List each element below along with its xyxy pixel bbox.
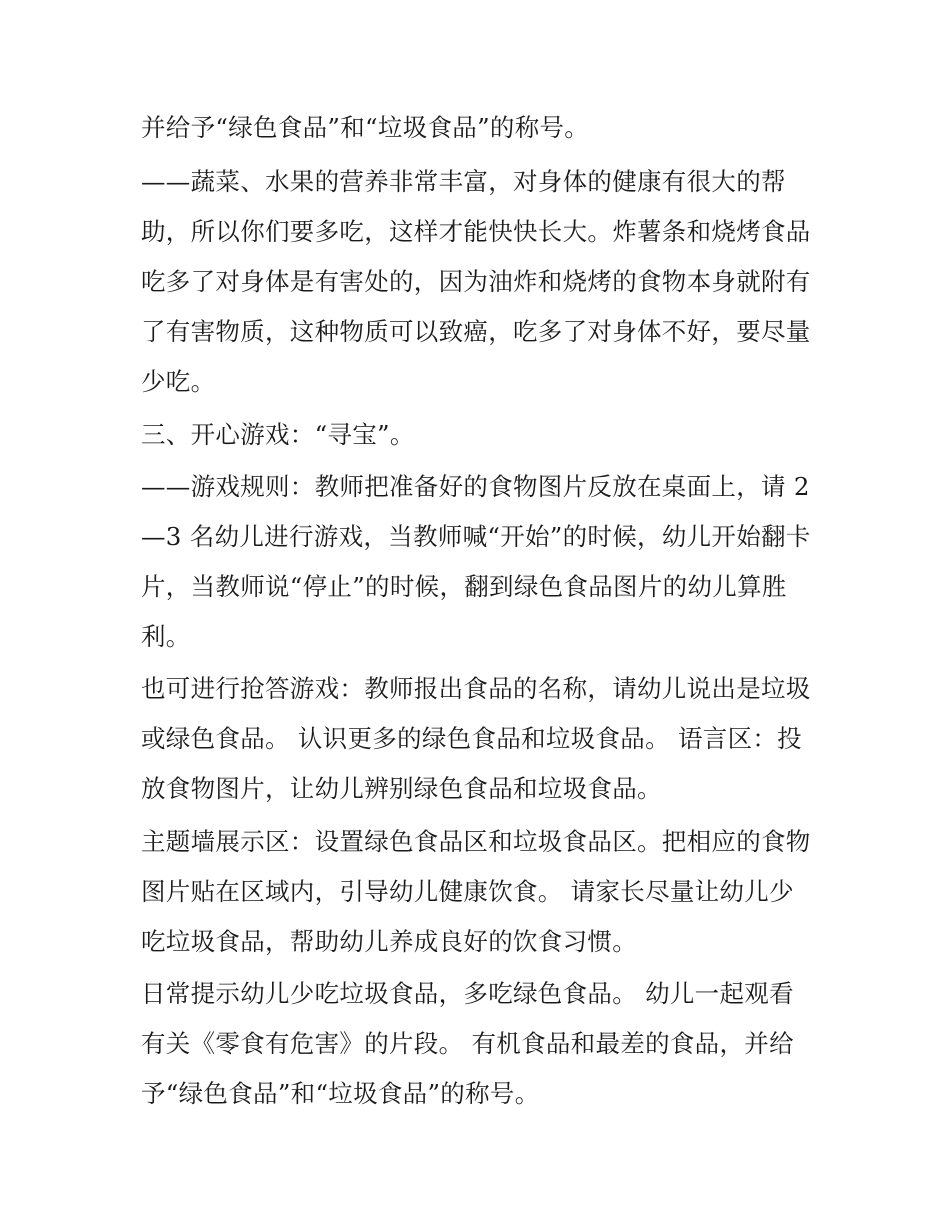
- paragraph-line: 也可进行抢答游戏：教师报出食品的名称，请幼儿说出是垃圾: [141, 674, 811, 703]
- paragraph-line: ——蔬菜、水果的营养非常丰富，对身体的健康有很大的帮: [141, 167, 786, 196]
- paragraph-line: 利。: [141, 622, 191, 651]
- section-heading: 三、开心游戏：“寻宝”。: [141, 420, 415, 449]
- paragraph-line: 助，所以你们要多吃，这样才能快快长大。炸薯条和烧烤食品: [141, 217, 811, 246]
- paragraph-line: ——游戏规则：教师把准备好的食物图片反放在桌面上，请 2: [141, 472, 810, 501]
- paragraph-line: 放食物图片，让幼儿辨别绿色食品和垃圾食品。: [141, 774, 662, 803]
- paragraph-line: 图片贴在区域内，引导幼儿健康饮食。 请家长尽量让幼儿少: [141, 877, 794, 906]
- paragraph-line: 或绿色食品。 认识更多的绿色食品和垃圾食品。 语言区：投: [141, 724, 802, 753]
- paragraph-line: 有关《零食有危害》的片段。 有机食品和最差的食品，并给: [141, 1029, 794, 1058]
- paragraph-line: 日常提示幼儿少吃垃圾食品，多吃绿色食品。 幼儿一起观看: [141, 979, 794, 1008]
- paragraph-line: —3 名幼儿进行游戏，当教师喊“开始”的时候，幼儿开始翻卡: [141, 522, 811, 551]
- paragraph-line: 少吃。: [141, 367, 216, 396]
- paragraph-line: 吃多了对身体是有害处的，因为油炸和烧烤的食物本身就附有: [141, 267, 811, 296]
- paragraph-line: 吃垃圾食品，帮助幼儿养成良好的饮食习惯。: [141, 927, 637, 956]
- paragraph-line: 了有害物质，这种物质可以致癌，吃多了对身体不好，要尽量: [141, 317, 811, 346]
- paragraph-line: 片，当教师说“停止”的时候，翻到绿色食品图片的幼儿算胜: [141, 572, 787, 601]
- paragraph-line: 主题墙展示区：设置绿色食品区和垃圾食品区。把相应的食物: [141, 827, 811, 856]
- paragraph-line: 并给予“绿色食品”和“垃圾食品”的称号。: [141, 113, 590, 142]
- paragraph-line: 予“绿色食品”和“垃圾食品”的称号。: [141, 1079, 540, 1108]
